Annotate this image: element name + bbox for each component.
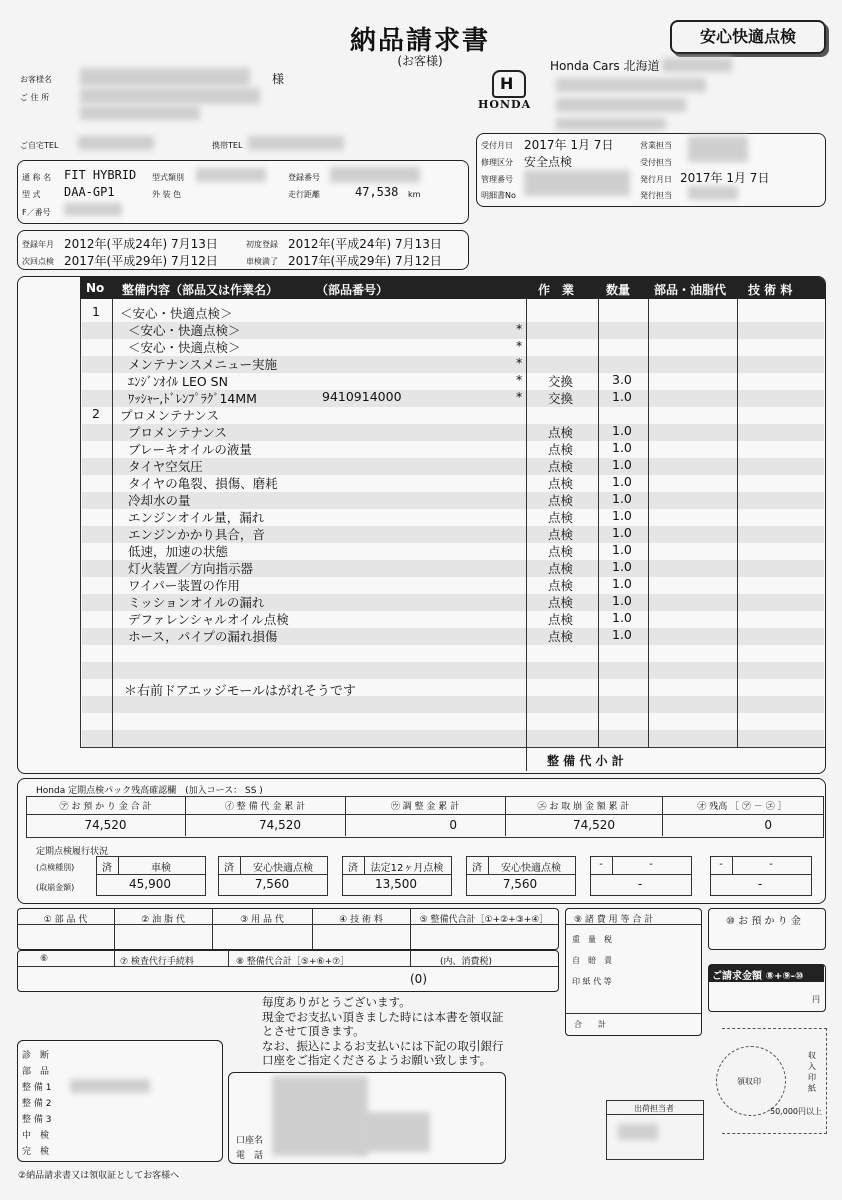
staff-label: 部 品 — [22, 1067, 50, 1077]
row-work: 点検 — [548, 442, 574, 457]
history-name: 車検 — [151, 863, 171, 874]
header-work-name: 整備内容（部品又は作業名） — [122, 283, 279, 297]
history-name: - — [769, 859, 773, 870]
row-qty: 1.0 — [612, 491, 632, 506]
row-work: 点検 — [548, 510, 574, 525]
vehicle-name: FIT HYBRID — [64, 168, 137, 182]
expiry: 2017年(平成29年) 7月12日 — [288, 254, 442, 268]
pack-maint-value: 74,520 — [259, 818, 301, 832]
history-mark: 済 — [472, 863, 482, 874]
table-note: ＊右前ドアエッジモールはがれそうです — [124, 684, 356, 699]
total-tech-label: ④ 技 術 料 — [339, 915, 383, 925]
history-name: 安心快適点検 — [501, 863, 561, 874]
reception-sales-label: 営業担当 — [640, 141, 672, 150]
message-line: 口座をご指定くださるようお願い致します。 — [262, 1053, 492, 1067]
row-qty: 1.0 — [612, 508, 632, 523]
row-work: 点検 — [548, 561, 574, 576]
row-work-name: ＜安心・快適点検＞ — [128, 340, 241, 355]
row-no: 2 — [92, 406, 100, 421]
row-mark: * — [516, 372, 523, 387]
document-title: 納品請求書 — [349, 26, 490, 56]
total-goods-label: ③ 用 品 代 — [240, 915, 284, 925]
row-part-no: 9410914000 — [322, 389, 402, 404]
fee-weight-tax: 重 量 税 — [572, 935, 612, 944]
dealer-name: Honda Cars 北海道 — [550, 59, 660, 73]
history-amount: - — [637, 877, 643, 891]
row-work-name: ブレーキオイルの液量 — [128, 442, 252, 457]
history-title: 定期点検履行状況 — [36, 847, 109, 857]
staff-label: 完 検 — [22, 1147, 50, 1157]
row-qty: 1.0 — [612, 525, 632, 540]
pack-withdraw-label: ㋓ お 取 崩 金 額 累 計 — [537, 802, 630, 812]
stamp-threshold: 50,000円以上 — [770, 1107, 822, 1116]
history-mark: - — [599, 859, 603, 870]
customer-name-label: お客様名 — [20, 75, 52, 84]
header-work: 作 業 — [538, 283, 575, 297]
total-maint-sum-label: ⑤ 整備代合計［①+②+③+④］ — [419, 915, 549, 925]
row-qty: 1.0 — [612, 440, 632, 455]
row-work: 点検 — [548, 595, 574, 610]
row-qty: 1.0 — [612, 542, 632, 557]
pack-adjust-label: ㋒ 調 整 金 累 計 — [390, 802, 460, 812]
header-parts-cost: 部品・油脂代 — [654, 283, 727, 297]
history-mark: 済 — [348, 863, 358, 874]
row-qty: 3.0 — [612, 372, 632, 387]
history-kind-label: (点検種別) — [36, 863, 75, 872]
reg-ym: 2012年(平成24年) 7月13日 — [64, 237, 218, 251]
message-line: なお、振込によるお支払いには下記の取引銀行 — [262, 1038, 504, 1053]
history-amount: - — [757, 877, 763, 891]
message-line: 毎度ありがとうございます。 — [262, 995, 411, 1009]
row-mark: * — [516, 355, 523, 370]
badge-anshin: 安心快適点検 — [670, 20, 826, 54]
document-subtitle: (お客様) — [397, 54, 443, 68]
reception-kind-label: 修理区分 — [481, 158, 513, 167]
first-reg-label: 初度登録 — [246, 240, 278, 249]
fee-insurance: 自 賠 責 — [572, 956, 612, 965]
reception-recv-label: 受付月日 — [481, 141, 513, 150]
customer-mobile-label: 携帯TEL — [212, 141, 243, 150]
row-work-name: ミッションオイルの漏れ — [128, 595, 265, 610]
vehicle-mileage-unit: km — [408, 190, 421, 199]
deposit-label: ⑩ お 預 か り 金 — [726, 916, 801, 927]
row-work-name: タイヤ空気圧 — [128, 459, 203, 474]
reg-ym-label: 登録年月 — [22, 240, 54, 249]
row-work-name: ｴﾝｼﾞﾝｵｲﾙ LEO SN — [128, 374, 228, 389]
message-line: 現金でお支払い頂きました時には本書を領収証 — [262, 1009, 504, 1024]
row-work-name: プロメンテナンス — [128, 425, 228, 440]
total-6-label: ⑥ — [40, 954, 49, 964]
row-work-name: ワイパー装置の作用 — [128, 578, 240, 593]
row-work: 点検 — [548, 527, 574, 542]
vehicle-mileage-label: 走行距離 — [288, 190, 320, 199]
reception-issue-staff-label: 発行担当 — [640, 191, 672, 200]
pack-deposit-label: ㋐ お 預 か り 金 合 計 — [59, 802, 152, 812]
first-reg: 2012年(平成24年) 7月13日 — [288, 237, 442, 251]
vehicle-reg-label: 登録番号 — [288, 173, 320, 182]
fee-stamp: 印 紙 代 等 — [572, 977, 612, 986]
pack-balance-label: ㋔ 残高 ［ ㋐ － ㋓ ］ — [697, 802, 787, 812]
vehicle-mileage: 47,538 — [355, 185, 399, 199]
header-tech-fee: 技 術 料 — [748, 283, 793, 297]
message-line: とさせて頂きます。 — [262, 1024, 365, 1038]
row-mark: * — [516, 389, 523, 404]
reception-recv-staff-label: 受付担当 — [640, 158, 672, 167]
row-work: 点検 — [548, 493, 574, 508]
pack-title: Honda 定期点検パック残高確認欄 (加入コース： SS ) — [36, 786, 263, 796]
history-amount: 13,500 — [375, 877, 417, 891]
row-qty: 1.0 — [612, 423, 632, 438]
row-work-name: ＜安心・快適点検＞ — [120, 306, 233, 321]
staff-label: 中 検 — [22, 1131, 50, 1141]
row-qty: 1.0 — [612, 593, 632, 608]
row-qty: 1.0 — [612, 576, 632, 591]
row-qty: 1.0 — [612, 457, 632, 472]
row-qty: 1.0 — [612, 389, 632, 404]
vehicle-color-label: 外 装 色 — [152, 190, 182, 199]
pack-deposit-value: 74,520 — [84, 818, 127, 832]
row-work-name: ホース，パイプの漏れ損傷 — [128, 629, 278, 644]
customer-address-label: ご 住 所 — [20, 93, 50, 102]
history-name: 法定12ヶ月点検 — [370, 863, 444, 874]
history-mark: 済 — [102, 863, 112, 874]
row-work-name: ﾜｯｼｬｰ,ﾄﾞﾚﾝﾌﾟﾗｸﾞ14MM — [128, 391, 257, 406]
tax-value: (0) — [410, 972, 427, 986]
header-no: No — [86, 281, 105, 295]
row-work: 点検 — [548, 629, 574, 644]
row-work: 点検 — [548, 476, 574, 491]
row-work-name: エンジンオイル量，漏れ — [128, 510, 265, 525]
next-check: 2017年(平成29年) 7月12日 — [64, 254, 218, 268]
footer-note: ②納品請求書又は領収証としてお客様へ — [18, 1171, 180, 1181]
history-mark: 済 — [224, 863, 234, 874]
row-work-name: デファレンシャルオイル点検 — [128, 612, 289, 627]
row-work-name: プロメンテナンス — [120, 408, 220, 423]
row-work: 交換 — [548, 391, 574, 406]
reception-recv-date: 2017年 1月 7日 — [524, 138, 614, 152]
history-amount: 7,560 — [502, 877, 538, 891]
shipper-label: 出荷担当者 — [634, 1104, 674, 1113]
customer-name-suffix: 様 — [272, 72, 285, 86]
history-name: - — [649, 859, 653, 870]
history-mark: - — [719, 859, 723, 870]
row-work: 交換 — [548, 374, 574, 389]
reception-mgmt-label: 管理番号 — [481, 175, 513, 184]
row-work-name: メンテナンスメニュー実施 — [128, 357, 278, 372]
bank-tel-label: 電 話 — [236, 1151, 264, 1161]
total-oil-label: ② 油 脂 代 — [141, 915, 185, 925]
row-work-name: 冷却水の量 — [128, 493, 191, 508]
honda-logo-h-icon: H — [500, 74, 514, 93]
history-name: 安心快適点検 — [253, 863, 313, 874]
fees-total-label: 合 計 — [574, 1020, 606, 1029]
customer-tel-label: ご自宅TEL — [20, 141, 59, 150]
reception-kind: 安全点検 — [524, 155, 573, 169]
row-work: 点検 — [548, 578, 574, 593]
expiry-label: 車検満了 — [246, 257, 278, 266]
header-part-no: （部品番号） — [316, 283, 389, 297]
row-work-name: エンジンかかり具合，音 — [128, 527, 265, 542]
history-amount: 45,900 — [129, 877, 171, 891]
stamp-label: 領収印 — [737, 1077, 761, 1086]
total-parts-label: ① 部 品 代 — [43, 915, 88, 925]
vehicle-model-label: 型式類別 — [152, 173, 184, 182]
pack-maint-label: ㋑ 整 備 代 金 累 計 — [224, 802, 306, 812]
revenue-stamp-label: 収入印紙 — [808, 1051, 816, 1093]
row-mark: * — [516, 338, 523, 353]
fees-title: ⑨ 諸 費 用 等 合 計 — [574, 915, 654, 925]
billing-yen: 円 — [812, 995, 820, 1004]
row-no: 1 — [92, 304, 100, 319]
row-work-name: 低速，加速の状態 — [128, 544, 229, 559]
pack-adjust-value: 0 — [449, 818, 457, 832]
fees-box — [565, 908, 702, 1036]
reception-issue-date: 2017年 1月 7日 — [680, 171, 770, 185]
vehicle-type: DAA-GP1 — [64, 185, 115, 199]
vehicle-frame-label: F／番号 — [22, 208, 51, 217]
row-mark: * — [516, 321, 523, 336]
header-qty: 数量 — [606, 283, 631, 297]
vehicle-type-label: 型 式 — [22, 190, 41, 199]
pack-balance-value: 0 — [764, 818, 772, 832]
total-maint-grand-label: ⑧ 整備代合計［⑤+⑥+⑦］ — [236, 957, 350, 967]
row-work-name: タイヤの亀裂、損傷、磨耗 — [128, 476, 278, 491]
row-work-name: 灯火装置／方向指示器 — [128, 561, 254, 576]
row-work: 点検 — [548, 459, 574, 474]
bank-account-label: 口座名 — [236, 1136, 264, 1146]
row-work: 点検 — [548, 544, 574, 559]
staff-label: 診 断 — [22, 1051, 50, 1061]
honda-logo-text: HONDA — [478, 98, 532, 111]
pack-withdraw-value: 74,520 — [573, 818, 615, 832]
tax-label: (内、消費税) — [440, 957, 493, 967]
billing-label: ご請求金額 ⑧+⑨-⑩ — [712, 971, 804, 982]
row-qty: 1.0 — [612, 474, 632, 489]
total-inspection-fee-label: ⑦ 検査代行手続料 — [120, 957, 194, 967]
history-amount-label: (取崩金額) — [36, 883, 75, 892]
subtotal-label: 整 備 代 小 計 — [547, 754, 624, 768]
staff-label: 整 備 3 — [22, 1115, 52, 1125]
next-check-label: 次回点検 — [22, 257, 54, 266]
row-qty: 1.0 — [612, 610, 632, 625]
history-amount: 7,560 — [254, 877, 290, 891]
staff-label: 整 備 1 — [22, 1083, 52, 1093]
reception-issue-label: 発行月日 — [640, 175, 672, 184]
row-qty: 1.0 — [612, 627, 632, 642]
row-qty: 1.0 — [612, 559, 632, 574]
staff-label: 整 備 2 — [22, 1099, 52, 1109]
row-work: 点検 — [548, 425, 574, 440]
row-work-name: ＜安心・快適点検＞ — [128, 323, 241, 338]
vehicle-name-label: 通 称 名 — [22, 173, 52, 182]
reception-detail-label: 明細書No — [481, 191, 516, 200]
row-work: 点検 — [548, 612, 574, 627]
